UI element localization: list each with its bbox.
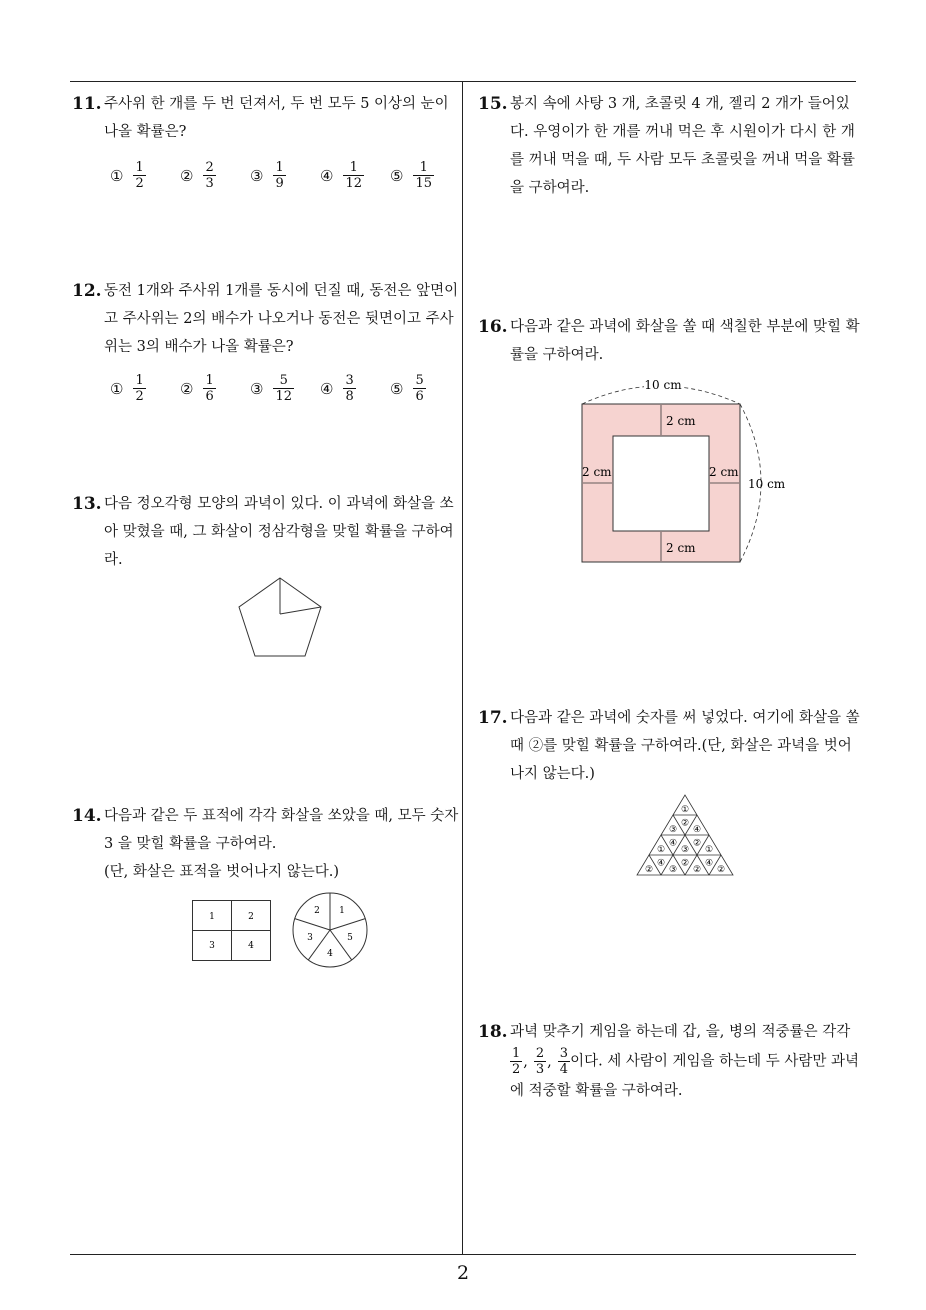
question-number: 14. [72,806,102,826]
choice-1[interactable] [110,160,146,191]
choice-mark: ② [180,379,194,398]
choice-5[interactable] [390,373,426,404]
triangle-cell-label: ① [680,805,690,816]
choice-mark: ⑤ [390,379,404,398]
sector-label: 2 [314,906,320,916]
choices-q11 [110,160,450,200]
sector-label: 1 [339,906,345,916]
question-11 [72,90,460,146]
question-number: 17. [478,708,508,728]
choice-fraction: $\frac{5}{12}$ [275,373,292,404]
circle-target-figure [290,890,370,970]
question-text-start: 과녁 맞추기 게임을 하는데 갑, 을, 병의 적중률은 각각 [510,1024,851,1040]
choice-2[interactable] [180,373,216,404]
question-14 [72,802,460,886]
choice-4[interactable] [320,160,364,191]
question-text: 다음과 같은 과녁에 숫자를 써 넣었다. 여기에 화살을 쏠 때 ②를 맞힐 확률을 구하여라.(단, 화살은 과녁을 벗어나지 않는다.) [510,710,860,782]
choice-mark: ④ [320,166,334,185]
top-rule [70,81,856,82]
square-target-figure [192,900,272,962]
comma: , [547,1053,552,1070]
choice-fraction: $\frac{2}{3}$ [205,160,214,191]
question-16 [478,313,860,369]
question-15 [478,90,860,202]
question-number: 16. [478,317,508,337]
comma: , [523,1053,528,1070]
choice-1[interactable] [110,373,146,404]
sector-label: 3 [307,933,313,943]
choice-mark: ③ [250,166,264,185]
choice-2[interactable] [180,160,216,191]
column-divider [462,81,463,1255]
question-13 [72,490,460,574]
question-number: 13. [72,494,102,514]
triangle-cell-label: ② [680,858,690,869]
question-number: 15. [478,94,508,114]
bottom-width-label: 2 cm [666,541,696,555]
triangle-cell-label: ② [716,865,726,876]
choice-mark: ① [110,166,124,185]
question-12 [72,277,460,361]
choice-mark: ⑤ [390,166,404,185]
choice-mark: ③ [250,379,264,398]
question-text: 다음과 같은 과녁에 화살을 쏠 때 색칠한 부분에 맞힐 확률을 구하여라. [510,319,860,363]
square-cell-label: 3 [209,941,215,951]
sector-label: 5 [347,933,353,943]
choice-3[interactable] [250,373,294,404]
question-number: 18. [478,1022,508,1042]
choice-fraction: $\frac{1}{15}$ [415,160,432,191]
triangle-cell-label: ④ [656,858,666,869]
pentagon-target-figure [230,570,330,665]
choice-3[interactable] [250,160,286,191]
rate-fraction: $\frac{2}{3}$ [535,1046,545,1077]
triangle-cell-label: ③ [680,845,690,856]
question-text: 다음 정오각형 모양의 과녁이 있다. 이 과녁에 화살을 쏘아 맞혔을 때, 그 화살이 정삼각형을 맞힐 확률을 구하여라. [104,496,454,568]
square-cell-label: 4 [248,941,254,951]
question-17 [478,704,860,788]
bottom-rule [70,1254,856,1255]
question-text: 다음과 같은 두 표적에 각각 화살을 쏘았을 때, 모두 숫자 3 을 맞힐 확률을 구하여라. [104,808,459,852]
triangle-cell-label: ① [704,845,714,856]
top-width-label: 2 cm [666,414,696,428]
triangle-cell-label: ③ [668,865,678,876]
triangle-cell-label: ① [656,845,666,856]
choice-mark: ② [180,166,194,185]
question-text: 동전 1개와 주사위 1개를 동시에 던질 때, 동전은 앞면이고 주사위는 2의 배수가 나오거나 동전은 뒷면이고 주사위는 3의 배수가 나올 확률은? [104,283,459,355]
triangle-cell-label: ② [692,865,702,876]
triangle-cell-label: ② [692,838,702,849]
triangle-target-figure [636,794,736,878]
rate-fractions [510,1046,570,1077]
choice-mark: ① [110,379,124,398]
choice-fraction: $\frac{1}{2}$ [135,373,144,404]
choice-fraction: $\frac{1}{9}$ [275,160,284,191]
triangle-edge [280,607,321,614]
choice-4[interactable] [320,373,356,404]
choice-mark: ④ [320,379,334,398]
triangle-cell-label: ④ [692,825,702,836]
square-cell-label: 1 [209,912,215,922]
triangle-cell-label: ② [644,865,654,876]
page-number: 2 [456,1262,470,1284]
triangle-cell-label: ④ [668,838,678,849]
question-text [510,1018,863,1105]
choice-fraction: $\frac{3}{8}$ [345,373,354,404]
choice-fraction: $\frac{5}{6}$ [415,373,424,404]
rate-fraction: $\frac{3}{4}$ [559,1046,569,1077]
sector-label: 4 [327,949,333,959]
square-cell-label: 2 [248,912,254,922]
choice-5[interactable] [390,160,434,191]
choice-fraction: $\frac{1}{2}$ [135,160,144,191]
rate-fraction: $\frac{1}{2}$ [512,1046,521,1077]
question-text: 주사위 한 개를 두 번 던져서, 두 번 모두 5 이상의 눈이 나올 확률은? [104,96,449,140]
choice-fraction: $\frac{1}{12}$ [345,160,362,191]
choice-fraction: $\frac{1}{6}$ [205,373,214,404]
question-text: 봉지 속에 사탕 3 개, 초콜릿 4 개, 젤리 2 개가 들어있다. 우영이가 한 개를 꺼내 먹은 후 시원이가 다시 한 개를 꺼내 먹을 때, 두 사람 모두 초콜릿을 꺼내 먹을 확률을 구하여라. [510,96,855,196]
question-number: 12. [72,281,102,301]
triangle-cell-label: ④ [704,858,714,869]
square-frame-target-figure [570,372,800,570]
question-text-end: 이다. 세 사람이 게임을 하는데 두 사람만 과녁에 적중할 확률을 구하여라. [510,1053,860,1099]
question-18 [478,1018,863,1105]
question-note: (단, 화살은 표적을 벗어나지 않는다.) [104,864,340,880]
triangle-cell-label: ③ [668,825,678,836]
width-label: 10 cm [644,378,682,392]
question-number: 11. [72,94,102,114]
triangle-cell-label: ② [680,818,690,829]
right-width-label: 2 cm [709,465,739,479]
choices-q12 [110,373,450,413]
left-width-label: 2 cm [582,465,612,479]
height-label: 10 cm [748,477,786,491]
